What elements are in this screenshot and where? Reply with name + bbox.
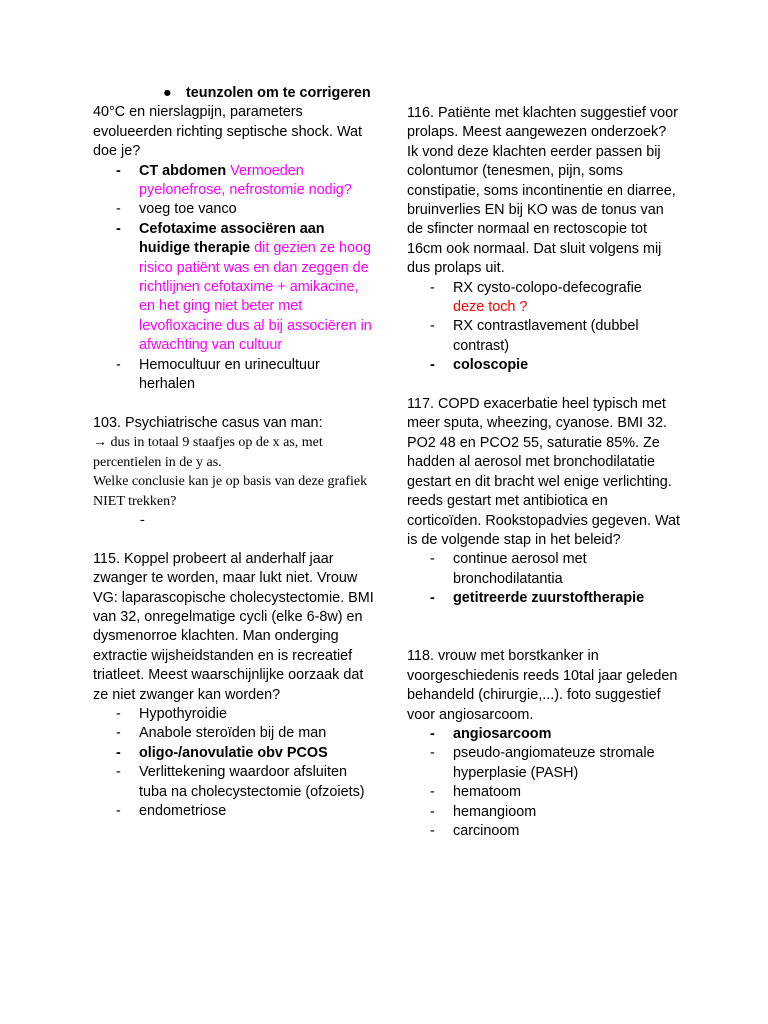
question-text: 117. COPD exacerbatie heel typisch met meer sputa, wheezing, cyanose. BMI 32. PO2 48 en PCO2 55, saturatie 85%. Ze hadden al aerosol met bronchodilatatie gestart en dit bracht wel enige verlichting. reeds gestart met antibiotica en corticoïden. Rookstopadvies gegeven. Wat is de volgende stap in het beleid? [407,396,681,548]
answer-option: - carcinoom [430,822,520,839]
answer-option: - coloscopie [430,357,529,374]
question-note: Ik vond deze klachten eerder passen bij colontumor (tenesmen, pijn, soms constipatie, soms incontinentie en diarree, bruinverlies EN bij KO was de tonus van de sfincter normaal en rectoscopie tot 16cm ook normaal. Dat sluit volgens mij dus prolaps uit. [407,143,676,277]
answer-option: - hemangioom [430,803,537,820]
answer-option: - angiosarcoom [430,725,552,742]
answer-option: - endometriose [116,803,227,819]
answer-option: - continue aerosol met bronchodilatantia [430,551,587,587]
right-column [407,104,682,841]
answer-option: - Anabole steroïden bij de man [116,725,327,742]
answer-option: - oligo-/anovulatie obv PCOS [116,744,328,761]
answer-option: - voeg toe vanco [116,201,237,218]
bullet-icon: ● [163,85,172,101]
answer-option: - Cefotaxime associëren aan huidige therapie dit gezien ze hoog risico patiënt was en dan zeggen de richtlijnen cefotaxime + amikacine, en het ging niet beter met levofloxacine dus al bij associëren in afwachting van cultuur [116,220,372,354]
question-text: 118. vrouw met borstkanker in voorgeschiedenis reeds 10tal jaar geleden behandeld (chirurgie,...). foto suggestief voor angiosarcoom. [407,648,678,723]
answer-option: - getitreerde zuurstoftherapie [430,590,645,607]
left-column [93,84,378,821]
annotation-note: Vermoeden pyelonefrose, nefrostomie nodig? [139,162,352,199]
question-text: 115. Koppel probeert al anderhalf jaar zwanger te worden, maar lukt niet. Vrouw VG: laparascopische cholecystectomie. BMI van 32, onregelmatige cycli (elke 6-8w) en dysmenorroe klachten. Man onderging extractie wijsheidstanden en is recreatief triatleet. Meest waarschijnlijke oorzaak dat ze niet zwanger kan worden? [93,550,374,703]
annotation-note: deze toch ? [453,299,528,316]
answer-option: - Hypothyroidie [116,705,227,722]
question-text: → dus in totaal 9 staafjes op de x as, met percentielen in de y as. [93,435,323,470]
answer-option: - [140,511,145,528]
question-title: 103. Psychiatrische casus van man: [93,414,323,431]
question-text: 40°C en nierslagpijn, parameters evolueerden richting septische shock. Wat doe je? [93,104,363,160]
answer-option: - Hemocultuur en urinecultuur herhalen [116,356,320,393]
annotation-note: dit gezien ze hoog risico patiënt was en dan zeggen de richtlijnen cefotaxime + amikacine, en het ging niet beter met levofloxacine dus al bij associëren in afwachting van cultuur [139,240,372,354]
answer-option: - pseudo-angiomateuze stromale hyperplasie (PASH) [430,745,655,781]
answer-option: - CT abdomen Vermoeden pyelonefrose, nefrostomie nodig? [116,162,352,199]
answer-option: - RX contrastlavement (dubbel contrast) [430,318,639,354]
list-item: ● teunzolen om te corrigeren [93,84,378,103]
question-text: 116. Patiënte met klachten suggestief voor prolaps. Meest aangewezen onderzoek? [407,105,678,141]
answer-option: - hematoom [430,784,521,801]
answer-option: - RX cysto-colopo-defecografie deze toch ? [430,279,642,316]
answer-option: - Verlittekening waardoor afsluiten tuba na cholecystectomie (ofzoiets) [116,764,365,800]
question-text: Welke conclusie kan je op basis van deze grafiek NIET trekken? [93,474,368,509]
